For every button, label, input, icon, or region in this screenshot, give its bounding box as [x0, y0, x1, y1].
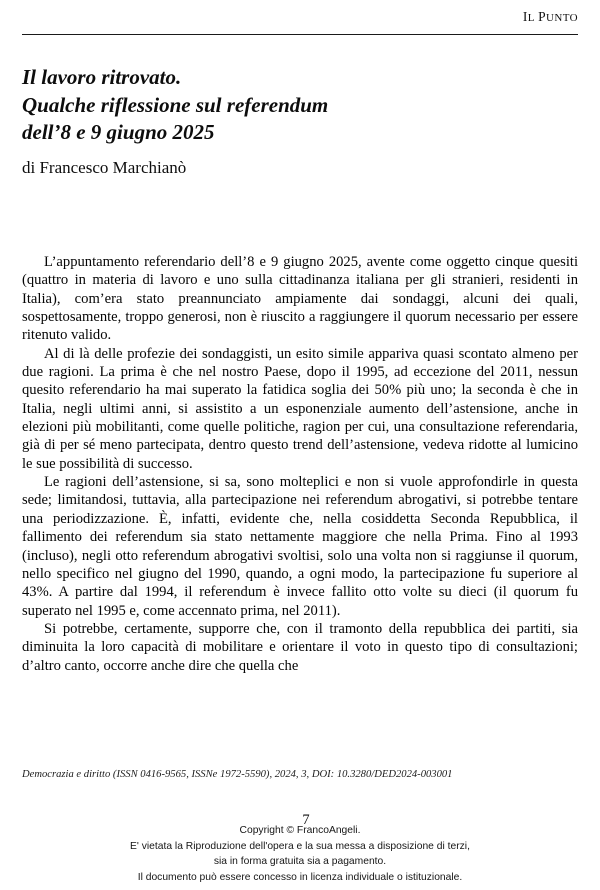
journal-citation: Democrazia e diritto (ISSN 0416-9565, ISSNe 1972-5590), 2024, 3, DOI: 10.3280/DED2024-003001 [22, 769, 453, 780]
page-title [22, 64, 562, 147]
body-paragraph: Le ragioni dell’astensione, si sa, sono molteplici e non si vuole approfondirle in questa sede; limitandosi, tuttavia, alla partecipazione nei referendum abrogativi, si potrebbe tentare una periodizzazione. È, infatti, evidente che, nella cosiddetta Seconda Repubblica, il fallimento dei referendum sia stato nettamente maggiore che nella Prima. Fino al 1993 (incluso), negli otto referendum abrogativi svoltisi, solo una volta non si raggiunse il quorum, nello specifico nel giugno del 1990, quando, a ogni modo, la partecipazione fu superiore al 43%. A partire dal 1994, il referendum è invece fallito otto volte su dieci (il quorum fu superato nel 1995 e, come accennato prima, nel 2011). [22, 474, 578, 619]
header-divider-rule [22, 34, 578, 35]
running-head-text-part-1: I [522, 9, 528, 24]
title-line-3: dell’8 e 9 giugno 2025 [22, 120, 215, 145]
title-line-1: Il lavoro ritrovato. [22, 65, 182, 90]
running-head-text-part-4: UNTO [546, 12, 578, 24]
copyright-line-3: sia in forma gratuita sia a pagamento. [213, 856, 387, 867]
copyright-notice [0, 823, 600, 885]
body-paragraph: Al di là delle profezie dei sondaggisti, un esito simile appariva quasi scontato almeno per due ragioni. La prima è che nel nostro Paese, dopo il 1995, ad eccezione del 2011, nessun quesito referendario ha mai superato la fatidica soglia dei 50% più uno; la seconda è che in Italia, negli ultimi anni, si assistito a un esponenziale aumento dell’astensione, anche in elezioni più mobilitanti, come quelle politiche, ragion per cui, una consultazione referendaria, già di per sé meno partecipata, dentro questo trend dell’astensione, vedeva ridotte al lumicino le sue possibilità di successo. [22, 345, 578, 472]
article-body [22, 253, 578, 675]
copyright-line-2: E' vietata la Riproduzione dell'opera e la sua messa a disposizione di terzi, [130, 840, 470, 852]
page-number-value: 7 [302, 812, 310, 828]
running-head-text-part-2: L [527, 12, 535, 24]
copyright-line-4: Il documento può essere concesso in licenza individuale o istituzionale. [137, 871, 463, 883]
body-paragraph: L’appuntamento referendario dell’8 e 9 giugno 2025, avente come oggetto cinque quesiti (quattro in materia di lavoro e uno sulla cittadinanza italiana per gli stranieri, residenti in Italia), com’era stato preannunciato ampiamente dai sondaggi, alcuni dei quali, sospettosamente, troppo generosi, non è riuscito a raggiungere il quorum necessario per essere ritenuto valido. [22, 254, 578, 344]
author-byline: di Francesco Marchianò [22, 158, 187, 177]
running-head-text-part-3: P [538, 9, 547, 24]
title-line-2: Qualche riflessione sul referendum [22, 92, 329, 117]
running-head [22, 10, 578, 25]
body-paragraph: Si potrebbe, certamente, supporre che, con il tramonto della repubblica dei partiti, sia diminuita la loro capacità di mobilitare e orientare il voto in questo tipo di consultazioni; d’altro canto, occorre anche dire che quella che [22, 620, 578, 674]
copyright-line-1: Copyright © FrancoAngeli. [239, 825, 361, 836]
